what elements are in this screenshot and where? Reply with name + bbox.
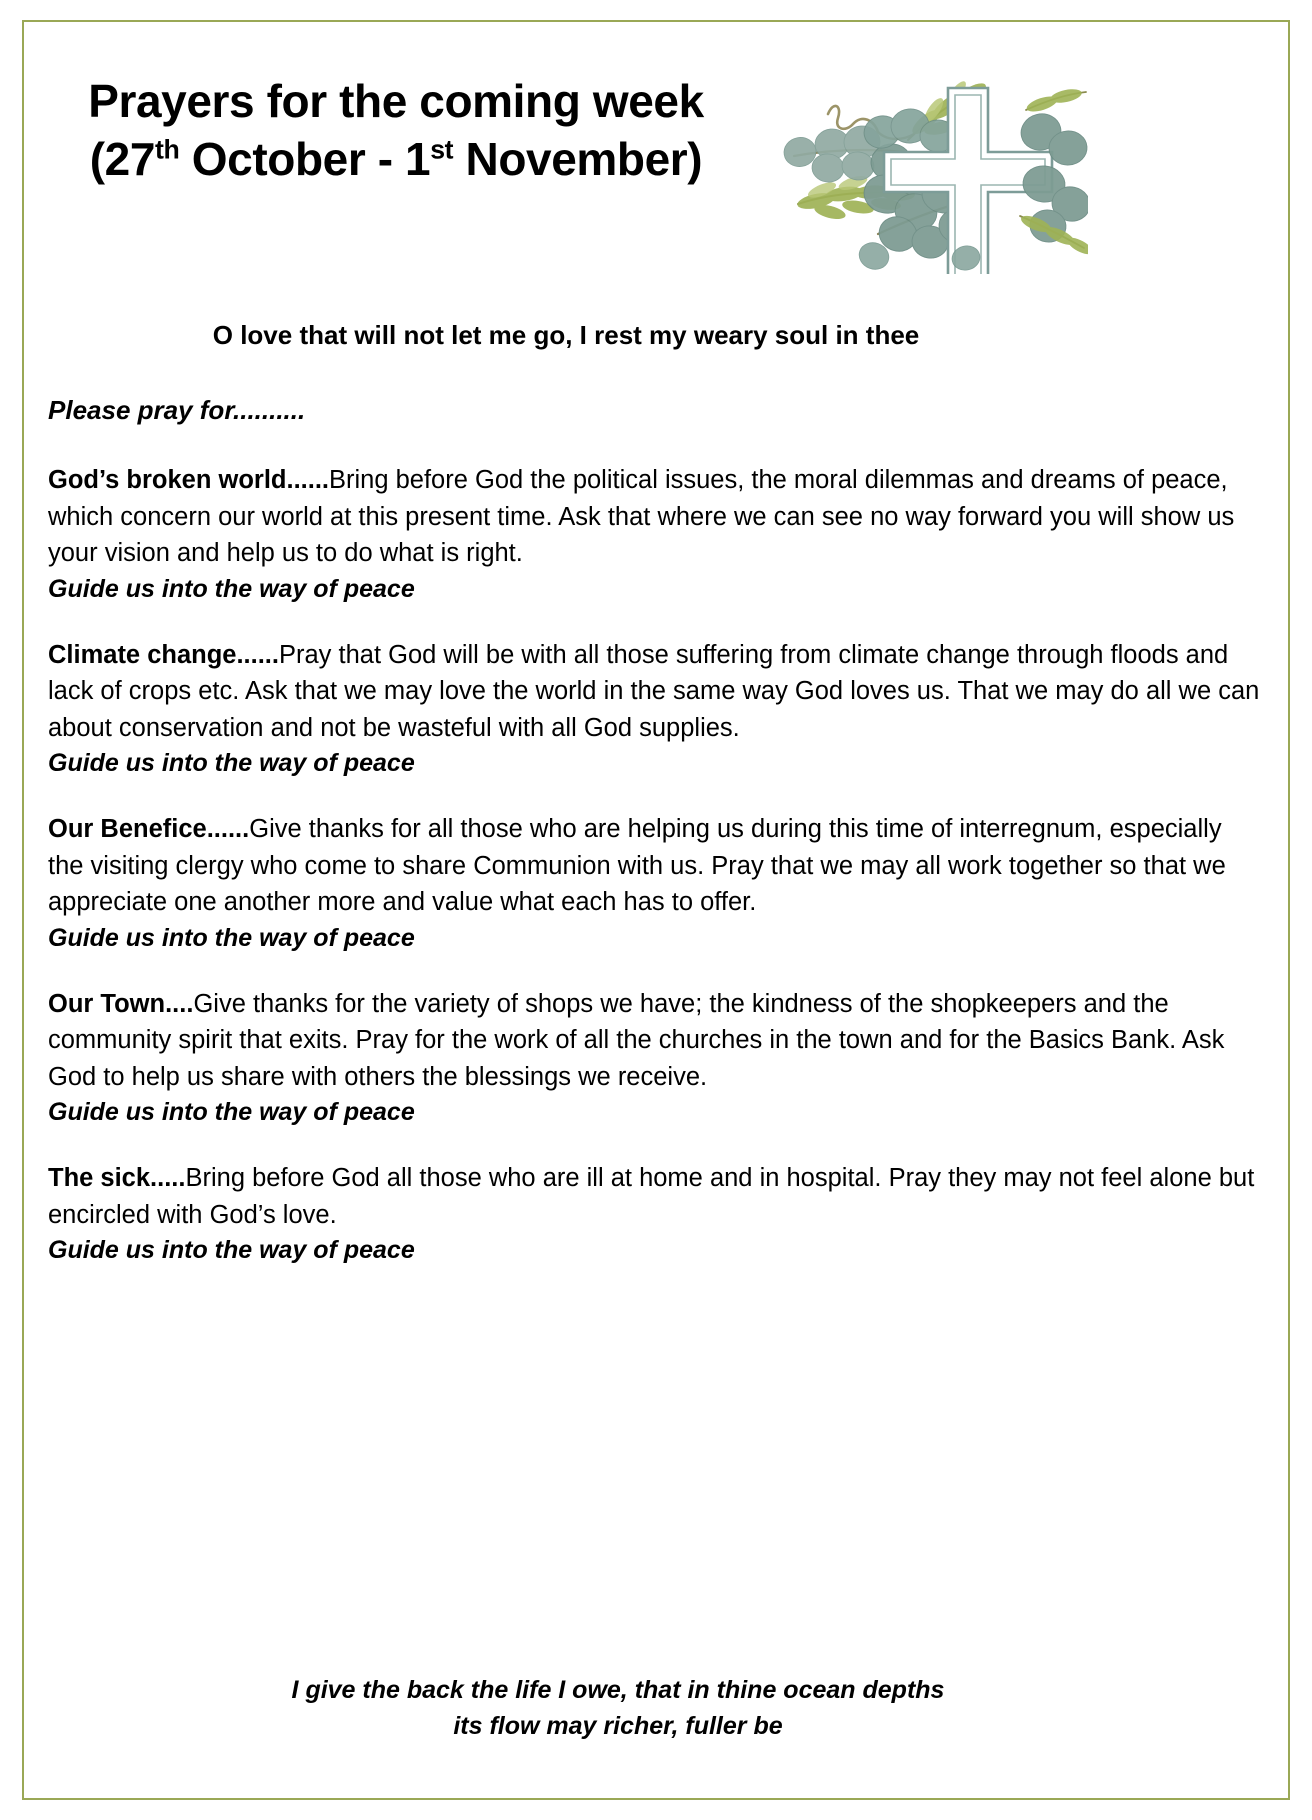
prayer-body-text: Give thanks for the variety of shops we have; the kindness of the shopkeepers and the community spirit that exits. Pray for the work of all the churches in the town and for the Basics Bank. Ask God to help us share with others the blessings we receive.	[48, 989, 1225, 1091]
prayer-refrain: Guide us into the way of peace	[48, 1098, 415, 1126]
title-date-open: (27	[89, 133, 156, 185]
prayer-body-text: Pray that God will be with all those suffering from climate change through floods and lack of crops etc. Ask that we may love the world in the same way God loves us. That we may do all we can about conservation and not be wasteful with all God supplies.	[48, 640, 1260, 742]
title-ordinal-st: st	[430, 134, 454, 165]
prayer-lead-in: Climate change......	[48, 640, 279, 669]
closing-couplet	[48, 1672, 1188, 1744]
subtitle-verse: O love that will not let me go, I rest my weary soul in thee	[212, 320, 920, 350]
prayer-block-gods-broken-world	[48, 462, 1263, 607]
prayer-lead-in: God’s broken world......	[48, 466, 329, 494]
title-date-mid: October - 1	[179, 133, 431, 185]
intro-line: Please pray for..........	[48, 395, 306, 425]
prayer-paragraph	[48, 986, 1263, 1096]
title-date-close: November)	[453, 133, 703, 185]
closing-line-2: its flow may richer, fuller be	[453, 1712, 783, 1740]
prayer-paragraph	[48, 637, 1263, 747]
prayer-lead-in: Our Benefice......	[48, 815, 250, 843]
prayer-body-text: Bring before God the political issues, the moral dilemmas and dreams of peace, which concern our world at this present time. Ask that where we can see no way forward you will show us your vision and help us to do what is right.	[48, 466, 1235, 567]
prayer-paragraph	[48, 811, 1263, 921]
prayer-block-the-sick	[48, 1160, 1263, 1268]
prayer-refrain: Guide us into the way of peace	[48, 923, 415, 952]
prayer-block-climate-change	[48, 637, 1263, 782]
prayer-refrain: Guide us into the way of peace	[48, 1236, 415, 1264]
eucalyptus-cross-wreath-icon	[758, 44, 1088, 274]
prayer-body-text: Give thanks for all those who are helping us during this time of interregnum, especially the visiting clergy who come to share Communion with us. Pray that we may all work together so that we appreciate one another more and value what each has to offer.	[48, 815, 1226, 916]
prayer-body-text: Bring before God all those who are ill at home and in hospital. Pray they may not feel alone but encircled with God’s love.	[48, 1164, 1255, 1229]
prayer-refrain: Guide us into the way of peace	[48, 749, 415, 777]
title-line-1: Prayers for the coming week	[88, 75, 704, 127]
title-line-2	[46, 130, 746, 188]
prayer-paragraph	[48, 1160, 1263, 1233]
page-title	[46, 72, 746, 188]
prayer-lead-in: The sick.....	[48, 1164, 186, 1192]
prayer-block-our-benefice	[48, 811, 1263, 956]
prayer-lead-in: Our Town....	[48, 989, 194, 1018]
prayer-block-our-town	[48, 986, 1263, 1131]
closing-line-1: I give the back the life I owe, that in thine ocean depths	[291, 1676, 945, 1704]
prayer-paragraph	[48, 462, 1263, 572]
page-header	[46, 72, 1266, 262]
prayer-body	[48, 392, 1263, 1298]
title-ordinal-th: th	[155, 134, 180, 165]
prayer-refrain: Guide us into the way of peace	[48, 574, 415, 603]
